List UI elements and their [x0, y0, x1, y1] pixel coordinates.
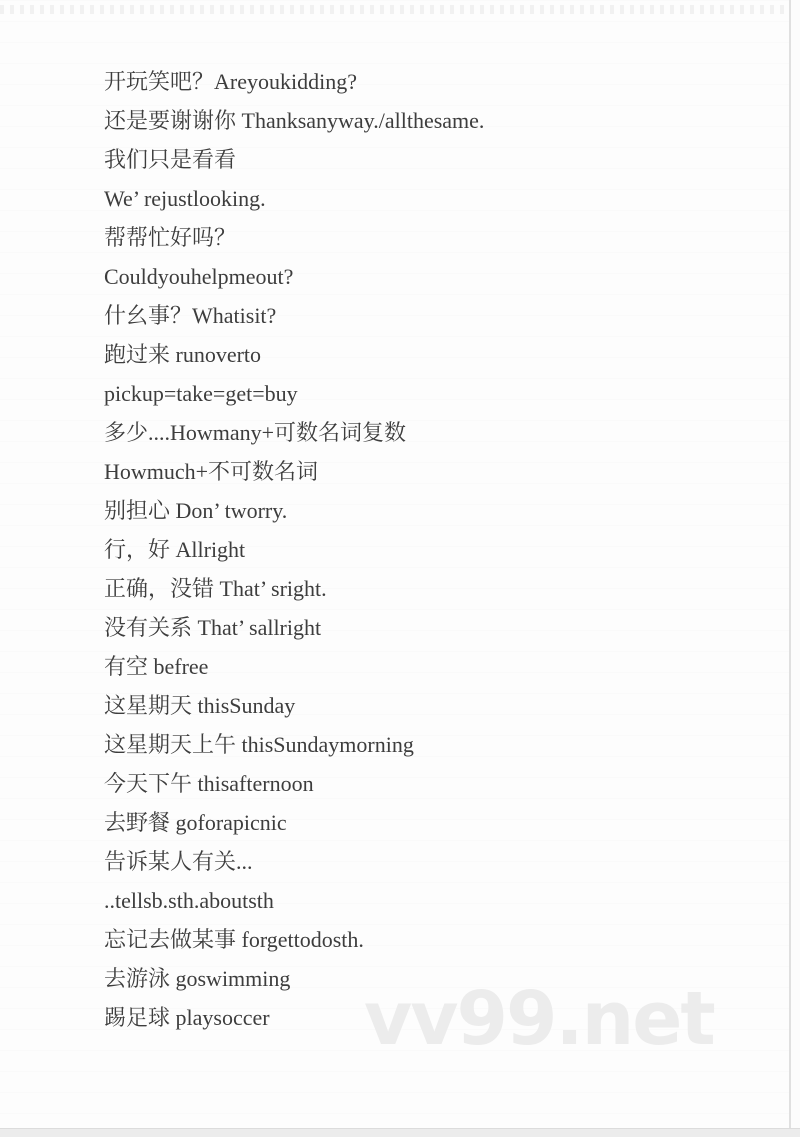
phrase-line: 去游泳 goswimming [104, 966, 291, 991]
phrase-line: 行，好 Allright [104, 537, 246, 562]
phrase-list [104, 62, 780, 1037]
phrase-line: 告诉某人有关... [104, 849, 253, 874]
phrase-line: 别担心 Don’ tworry. [104, 498, 288, 523]
scan-edge-line [789, 0, 791, 1137]
phrase-line: 这星期天 thisSunday [104, 693, 296, 718]
bottom-scan-bar [0, 1128, 800, 1137]
phrase-line: Howmuch+不可数名词 [104, 459, 319, 484]
phrase-line: pickup=take=get=buy [104, 381, 298, 406]
phrase-line: 多少....Howmany+可数名词复数 [104, 420, 407, 445]
phrase-line: 正确，没错 That’ sright. [104, 576, 327, 601]
phrase-line: 今天下午 thisafternoon [104, 771, 314, 796]
phrase-line: 帮帮忙好吗？ [104, 225, 237, 250]
phrase-line: We’ rejustlooking. [104, 186, 266, 211]
phrase-line: ..tellsb.sth.aboutsth [104, 888, 274, 913]
phrase-line: 有空 befree [104, 654, 209, 679]
phrase-line: 开玩笑吧？Areyoukidding? [104, 69, 357, 94]
perforation-strip [0, 5, 800, 14]
phrase-line: 跑过来 runoverto [104, 342, 262, 367]
phrase-line: Couldyouhelpmeout? [104, 264, 294, 289]
phrase-line: 踢足球 playsoccer [104, 1005, 270, 1030]
phrase-line: 我们只是看看 [104, 147, 237, 172]
phrase-line: 什幺事？Whatisit? [104, 303, 277, 328]
phrase-line: 没有关系 That’ sallright [104, 615, 322, 640]
phrase-line: 这星期天上午 thisSundaymorning [104, 732, 414, 757]
phrase-line: 去野餐 goforapicnic [104, 810, 287, 835]
site-watermark: vv99.net [364, 976, 714, 1062]
scan-edge-column [791, 0, 800, 1137]
phrase-line: 忘记去做某事 forgettodosth. [104, 927, 364, 952]
phrase-line: 还是要谢谢你 Thanksanyway./allthesame. [104, 108, 485, 133]
